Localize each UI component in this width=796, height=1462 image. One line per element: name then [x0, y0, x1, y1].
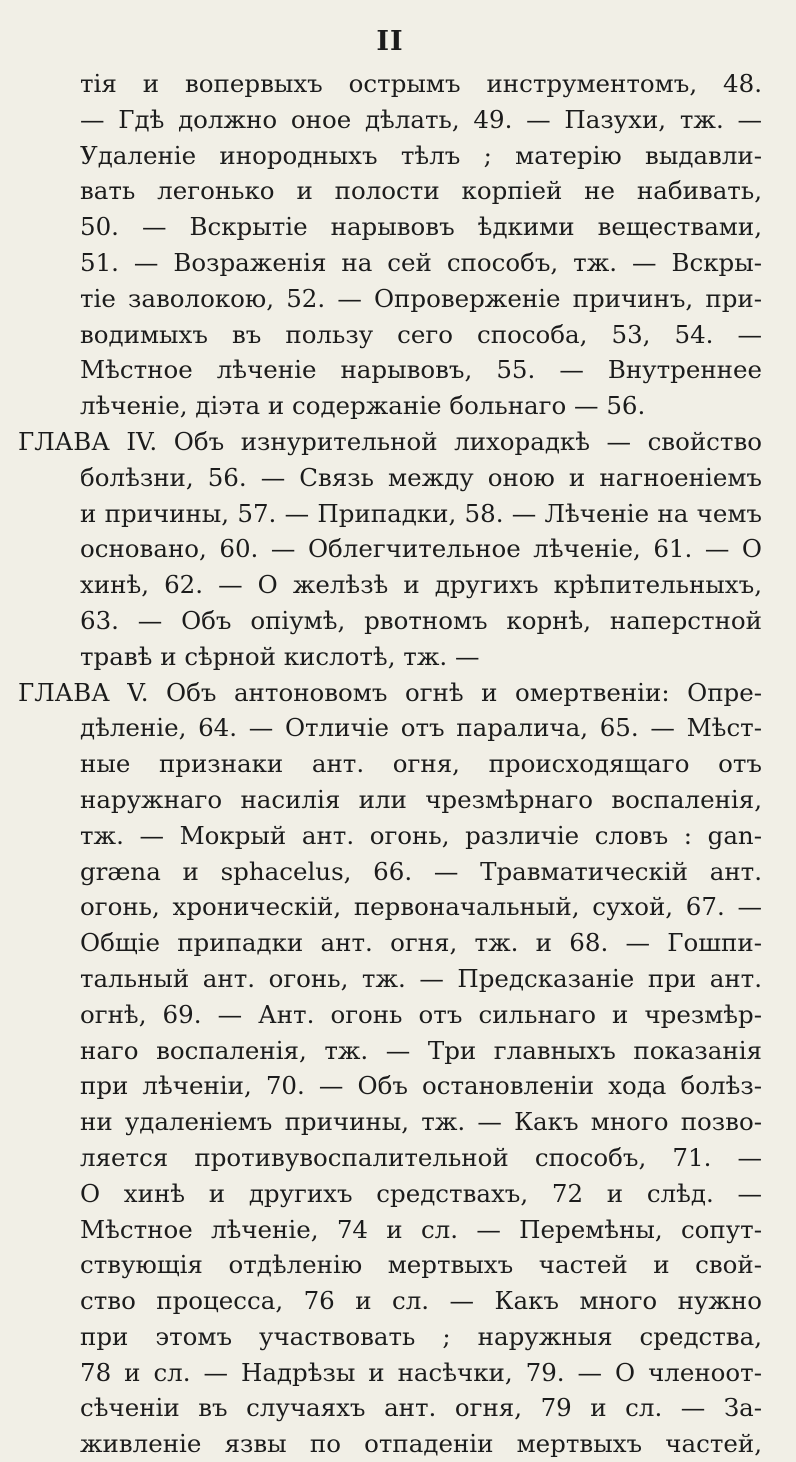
- text-line: ные признаки ант. огня, происходящаго отъ: [80, 749, 762, 779]
- text-line: — Гдѣ должно оное дѣлать, 49. — Пазухи, тж. —: [80, 104, 762, 134]
- text-line: О хинѣ и другихъ средствахъ, 72 и слѣд. —: [80, 1178, 762, 1208]
- text-line: при лѣченіи, 70. — Объ остановленіи хода болѣз-: [80, 1071, 762, 1101]
- text-line: основано, 60. — Облегчительное лѣченіе, 61. — О: [80, 534, 762, 564]
- text-line: тіе заволокою, 52. — Опроверженіе причинъ, при-: [80, 283, 762, 313]
- page-number: II: [376, 26, 404, 57]
- text-line: ство процесса, 76 и сл. — Какъ много нужно: [80, 1286, 762, 1316]
- text-line: 51. — Возраженія на сей способъ, тж. — Вскры-: [80, 247, 762, 277]
- text-line: ГЛАВА V. Объ антоновомъ огнѣ и омертвеніи: Опре-: [18, 677, 762, 707]
- text-line: наго воспаленія, тж. — Три главныхъ показанія: [80, 1035, 762, 1065]
- text-line: Общіе припадки ант. огня, тж. и 68. — Гошпи-: [80, 928, 762, 958]
- text-line: наружнаго насилія или чрезмѣрнаго воспаленія,: [80, 784, 762, 814]
- text-line: вать легонько и полости корпіей не набивать,: [80, 176, 762, 206]
- text-line: тальный ант. огонь, тж. — Предсказаніе при ант.: [80, 963, 762, 993]
- text-line: живленіе язвы по отпаденіи мертвыхъ частей,: [80, 1429, 762, 1459]
- text-line: 50. — Вскрытіе нарывовъ ѣдкими веществами,: [80, 212, 762, 242]
- text-line: ГЛАВА IV. Объ изнурительной лихорадкѣ — свойство: [18, 426, 762, 456]
- text-line: хинѣ, 62. — О желѣзѣ и другихъ крѣпительныхъ,: [80, 570, 762, 600]
- text-line: огонь, хроническій, первоначальный, сухой, 67. —: [80, 892, 762, 922]
- text-line: Мѣстное лѣченіе нарывовъ, 55. — Внутреннее: [80, 355, 762, 385]
- text-line: сѣченіи въ случаяхъ ант. огня, 79 и сл. — За-: [80, 1393, 762, 1423]
- text-line: ствующія отдѣленію мертвыхъ частей и свой-: [80, 1250, 762, 1280]
- text-line: græna и sphacelus, 66. — Травматическій ант.: [80, 856, 762, 886]
- text-line: Мѣстное лѣченіе, 74 и сл. — Перемѣны, сопут-: [80, 1214, 762, 1244]
- text-line: ни удаленіемъ причины, тж. — Какъ много позво-: [80, 1107, 762, 1137]
- text-line: лѣченіе, діэта и содержаніе больнаго — 56.: [80, 391, 646, 421]
- text-line: при этомъ участвовать ; наружныя средства,: [80, 1321, 762, 1351]
- text-line: ляется противувоспалительной способъ, 71. —: [80, 1142, 762, 1172]
- text-line: 63. — Объ опіумѣ, рвотномъ корнѣ, наперстной: [80, 605, 762, 635]
- text-line: тія и вопервыхъ острымъ инструментомъ, 48.: [80, 69, 762, 98]
- text-line: дѣленіе, 64. — Отличіе отъ паралича, 65. — Мѣст-: [80, 713, 762, 743]
- text-line: болѣзни, 56. — Связь между оною и нагноеніемъ: [80, 462, 762, 492]
- text-line: Удаленіе инородныхъ тѣлъ ; матерію выдавли-: [80, 140, 762, 170]
- text-line: травѣ и сѣрной кислотѣ, тж. —: [80, 641, 480, 671]
- text-line: и причины, 57. — Припадки, 58. — Лѣченіе на чемъ: [80, 498, 762, 528]
- text-line: 78 и сл. — Надрѣзы и насѣчки, 79. — О членоот-: [80, 1357, 762, 1387]
- text-line: тж. — Мокрый ант. огонь, различіе словъ : gan-: [80, 820, 762, 850]
- text-line: огнѣ, 69. — Ант. огонь отъ сильнаго и чрезмѣр-: [80, 999, 762, 1029]
- table-of-contents-text: [18, 66, 762, 1462]
- text-line: водимыхъ въ пользу сего способа, 53, 54. —: [80, 319, 762, 349]
